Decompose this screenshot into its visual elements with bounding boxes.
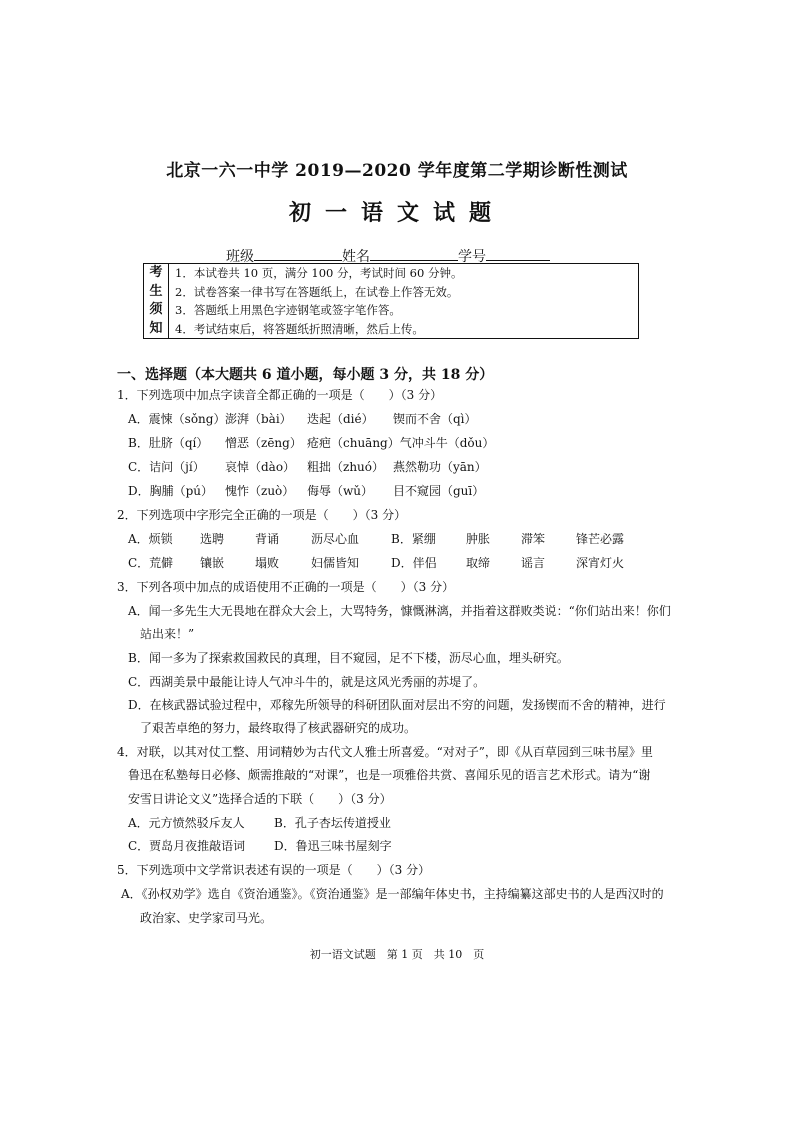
notice-side-char: 考 [149, 265, 163, 280]
q3-option-b: B．闻一多为了探索救国救民的真理，目不窥园，足不下楼，沥尽心血，埋头研究。 [128, 651, 569, 665]
q1-stem: 1．下列选项中加点字读音全都正确的一项是（ ）（3 分） [117, 388, 443, 402]
q1-a-item: A．震悚（sǒng） [128, 412, 226, 426]
q1-c-item: 哀悼（dào） [225, 460, 296, 474]
q1-c-item: C．诘问（jí） [128, 460, 205, 474]
q5-option-a-line2: 政治家、史学家司马光。 [140, 911, 273, 925]
q3-option-a-line1: A．闻一多先生大无畏地在群众大会上，大骂特务，慷慨淋漓，并指着这群败类说：“你们站出来！你们 [128, 604, 671, 618]
id-blank [486, 246, 550, 261]
q3-option-c: C．西湖美景中最能让诗人气冲斗牛的，就是这风光秀丽的苏堤了。 [128, 675, 486, 689]
q1-a-item: 迭起（dié） [307, 412, 374, 426]
notice-rule: 2．试卷答案一律书写在答题纸上，在试卷上作答无效。 [175, 284, 459, 299]
q1-b-item: 憎恶（zēng） [225, 436, 302, 450]
exam-subtitle: 初一语文试题 [288, 200, 505, 226]
id-label: 学号 [458, 249, 486, 265]
q2-item: 肿胀 [466, 532, 491, 546]
q5-option-a-line1: A．《孙权劝学》选自《资治通鉴》。《资治通鉴》是一部编年体史书，主持编纂这部史书的人是西汉时的 [121, 887, 664, 901]
q4-options-row1 [128, 815, 391, 831]
q4-option-d: D．鲁迅三味书屋刻字 [274, 839, 392, 853]
q1-option-b [128, 435, 494, 451]
notice-side-char: 须 [149, 302, 163, 317]
q4-options-row2 [128, 838, 392, 854]
q2-stem: 2．下列选项中字形完全正确的一项是（ ）（3 分） [117, 508, 407, 522]
q4-stem-line1: 4．对联，以其对仗工整、用词精妙为古代文人雅士所喜爱。“对对子”，即《从百草园到三味书屋》里 [117, 745, 653, 759]
q1-option-a [128, 411, 477, 427]
q1-d-item: 愧怍（zuò） [225, 484, 295, 498]
q1-d-item: 目不窥园（guī） [393, 484, 485, 498]
section-heading: 一、选择题（本大题共 6 道小题，每小题 3 分，共 18 分） [117, 367, 494, 383]
q2-options-row2 [128, 555, 624, 571]
notice-rule: 3．答题纸上用黑色字迹钢笔或签字笔作答。 [175, 303, 401, 317]
q2-item: C．荒僻 [128, 556, 174, 570]
q2-item: B．紧绷 [391, 532, 436, 546]
q1-option-d [128, 483, 484, 499]
notice-side-char: 知 [149, 320, 163, 336]
q2-item: A．烦锁 [128, 532, 173, 546]
exam-title: 北京一六一中学 2019—2020 学年度第二学期诊断性测试 [166, 161, 628, 181]
q2-item: 背诵 [255, 532, 280, 546]
page-footer: 初一语文试题 第 1 页 共 10 页 [309, 948, 485, 961]
notice-side-char: 生 [149, 283, 163, 299]
exam-notice-box [143, 263, 639, 339]
q2-item: 妇儒皆知 [311, 556, 360, 570]
notice-rules [169, 264, 638, 338]
name-blank [370, 246, 458, 261]
notice-rule: 1．本试卷共 10 页，满分 100 分，考试时间 60 分钟。 [175, 266, 463, 280]
q1-b-item: 疮疤（chuāng）气冲斗牛（dǒu） [307, 436, 495, 450]
notice-rule: 4．考试结束后，将答题纸折照清晰，然后上传。 [175, 321, 424, 336]
q1-a-item: 澎湃（bài） [225, 412, 292, 426]
q2-item: 选聘 [200, 532, 225, 546]
q2-item: 沥尽心血 [311, 532, 360, 546]
q3-option-d-line1: D．在核武器试验过程中，邓稼先所领导的科研团队面对层出不穷的问题，发扬锲而不舍的精神，进行 [128, 698, 666, 712]
q2-item: 塌败 [255, 556, 280, 570]
q3-option-d-line2: 了艰苦卓绝的努力，最终取得了核武器研究的成功。 [140, 721, 417, 735]
q5-stem: 5．下列选项中文学常识表述有误的一项是（ ）（3 分） [117, 863, 431, 877]
q1-b-item: B．肚脐（qí） [128, 436, 209, 450]
q1-option-c [128, 459, 487, 475]
name-label: 姓名 [342, 249, 370, 265]
q2-options-row1 [128, 531, 624, 547]
q4-stem-line2: 鲁迅在私塾每日必修、颇需推敲的“对课”，也是一项雅俗共赏、喜闻乐见的语言艺术形式。请为“谢 [128, 768, 651, 782]
notice-side-label [144, 264, 169, 338]
q4-option-c: C．贾岛月夜推敲语词 [128, 839, 246, 853]
q2-item: 取缔 [466, 556, 491, 570]
class-label: 班级 [226, 249, 254, 265]
q2-item: D．伴侣 [391, 556, 437, 570]
q1-a-item: 锲而不舍（qì） [393, 412, 477, 426]
q2-item: 谣言 [521, 556, 546, 570]
q2-item: 镶嵌 [200, 556, 225, 570]
q1-c-item: 燕然勒功（yān） [393, 460, 487, 474]
q1-d-item: D．胸脯（pú） [128, 484, 214, 498]
q1-c-item: 粗拙（zhuó） [307, 460, 385, 474]
q2-item: 锋芒必露 [576, 532, 625, 546]
q2-item: 深宵灯火 [576, 556, 625, 570]
q3-stem: 3．下列各项中加点的成语使用不正确的一项是（ ）（3 分） [117, 580, 455, 594]
q4-option-a: A．元方愤然驳斥友人 [128, 816, 245, 830]
q1-d-item: 侮辱（wǔ） [307, 484, 374, 498]
q4-option-b: B．孔子杏坛传道授业 [274, 816, 391, 830]
q2-item: 滞笨 [521, 532, 546, 546]
q3-option-a-line2: 站出来！” [140, 627, 195, 641]
class-blank [254, 246, 342, 261]
q4-stem-line3: 安雪日讲论文义”选择合适的下联（ ）（3 分） [128, 792, 392, 806]
